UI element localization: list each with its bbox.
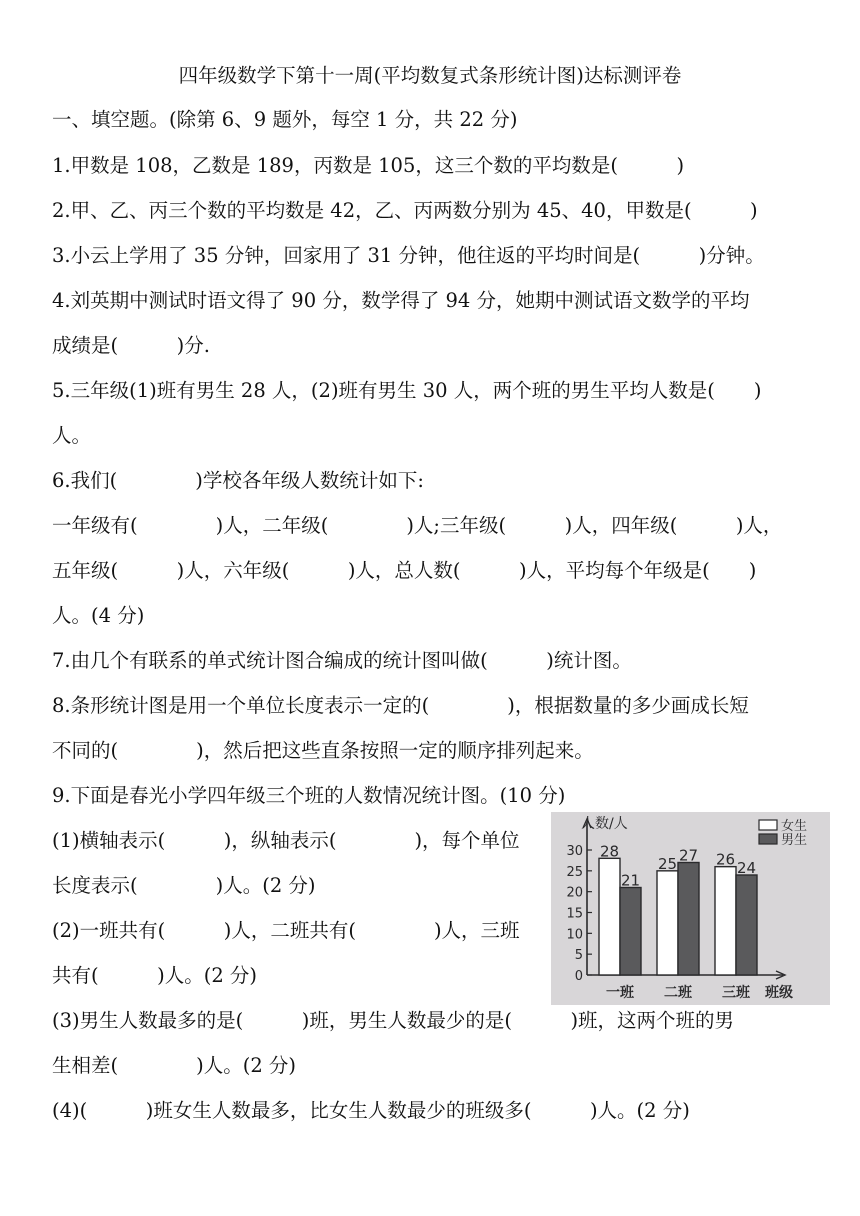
bar bbox=[715, 867, 736, 975]
x-tick-label: 二班 bbox=[664, 985, 692, 1001]
legend-label: 男生 bbox=[781, 833, 808, 848]
question-9-1-line-2: 长度表示( )人。(2 分) bbox=[52, 874, 316, 897]
question-9: 9.下面是春光小学四年级三个班的人数情况统计图。(10 分) bbox=[52, 784, 566, 807]
question-9-2-line-2: 共有( )人。(2 分) bbox=[52, 964, 258, 987]
bar-value-label: 27 bbox=[678, 846, 699, 865]
question-6-line-4: 人。(4 分) bbox=[52, 604, 145, 627]
question-8-line-1: 8.条形统计图是用一个单位长度表示一定的( )，根据数量的多少画成长短 bbox=[52, 694, 749, 717]
y-tick-label: 30 bbox=[566, 844, 583, 859]
section-heading: 一、填空题。(除第 6、9 题外，每空 1 分，共 22 分) bbox=[52, 108, 518, 131]
y-tick-label: 20 bbox=[566, 885, 583, 901]
question-3: 3.小云上学用了 35 分钟，回家用了 31 分钟，他往返的平均时间是( )分钟。 bbox=[52, 244, 765, 267]
question-2: 2.甲、乙、丙三个数的平均数是 42，乙、丙两数分别为 45、40，甲数是( ) bbox=[52, 199, 758, 222]
bar bbox=[599, 858, 620, 975]
y-tick-label: 15 bbox=[566, 906, 583, 922]
question-4-line-2: 成绩是( )分. bbox=[52, 334, 210, 357]
y-tick-label: 5 bbox=[574, 948, 583, 964]
y-tick-label: 25 bbox=[566, 864, 583, 880]
bar-value-label: 28 bbox=[599, 842, 620, 861]
bar-value-label: 24 bbox=[736, 859, 757, 877]
legend-swatch bbox=[759, 820, 777, 830]
bar bbox=[620, 888, 641, 976]
class-bar-chart bbox=[551, 812, 830, 1005]
y-tick-label: 0 bbox=[574, 969, 583, 984]
question-9-4: (4)( )班女生人数最多，比女生人数最少的班级多( )人。(2 分) bbox=[52, 1099, 690, 1122]
question-1: 1.甲数是 108，乙数是 189，丙数是 105，这三个数的平均数是( ) bbox=[52, 154, 685, 177]
question-4-line-1: 4.刘英期中测试时语文得了 90 分，数学得了 94 分，她期中测试语文数学的平均 bbox=[52, 289, 750, 312]
bar-value-label: 25 bbox=[657, 854, 678, 873]
question-6-line-2: 一年级有( )人，二年级( )人;三年级( )人，四年级( )人， bbox=[52, 514, 783, 537]
bar bbox=[678, 863, 699, 976]
bar bbox=[657, 871, 678, 975]
question-5-line-1: 5.三年级(1)班有男生 28 人，(2)班有男生 30 人，两个班的男生平均人数是( ) bbox=[52, 379, 762, 402]
question-7: 7.由几个有联系的单式统计图合编成的统计图叫做( )统计图。 bbox=[52, 649, 632, 672]
question-9-2-line-1: (2)一班共有( )人，二班共有( )人，三班 bbox=[52, 919, 520, 942]
question-6-line-1: 6.我们( )学校各年级人数统计如下: bbox=[52, 469, 424, 492]
x-tick-label: 三班 bbox=[722, 985, 750, 1001]
question-5-line-2: 人。 bbox=[52, 424, 92, 447]
page-title: 四年级数学下第十一周(平均数复式条形统计图)达标测评卷 bbox=[178, 64, 682, 87]
x-axis-title: 班级 bbox=[765, 985, 793, 1001]
bar-value-label: 26 bbox=[715, 850, 736, 869]
y-tick-label: 10 bbox=[566, 927, 583, 943]
bar-value-label: 21 bbox=[620, 871, 641, 890]
question-8-line-2: 不同的( )，然后把这些直条按照一定的顺序排列起来。 bbox=[52, 739, 594, 762]
y-axis-title: 人数/人 bbox=[581, 816, 628, 832]
bar bbox=[736, 875, 757, 975]
question-9-3-line-1: (3)男生人数最多的是( )班，男生人数最少的是( )班，这两个班的男 bbox=[52, 1009, 735, 1032]
question-9-3-line-2: 生相差( )人。(2 分) bbox=[52, 1054, 297, 1077]
x-tick-label: 一班 bbox=[606, 985, 634, 1001]
question-9-1-line-1: (1)横轴表示( )，纵轴表示( )，每个单位 bbox=[52, 829, 520, 852]
legend-label: 女生 bbox=[781, 819, 808, 834]
legend-swatch bbox=[759, 834, 777, 844]
question-6-line-3: 五年级( )人，六年级( )人，总人数( )人，平均每个年级是( ) bbox=[52, 559, 757, 582]
